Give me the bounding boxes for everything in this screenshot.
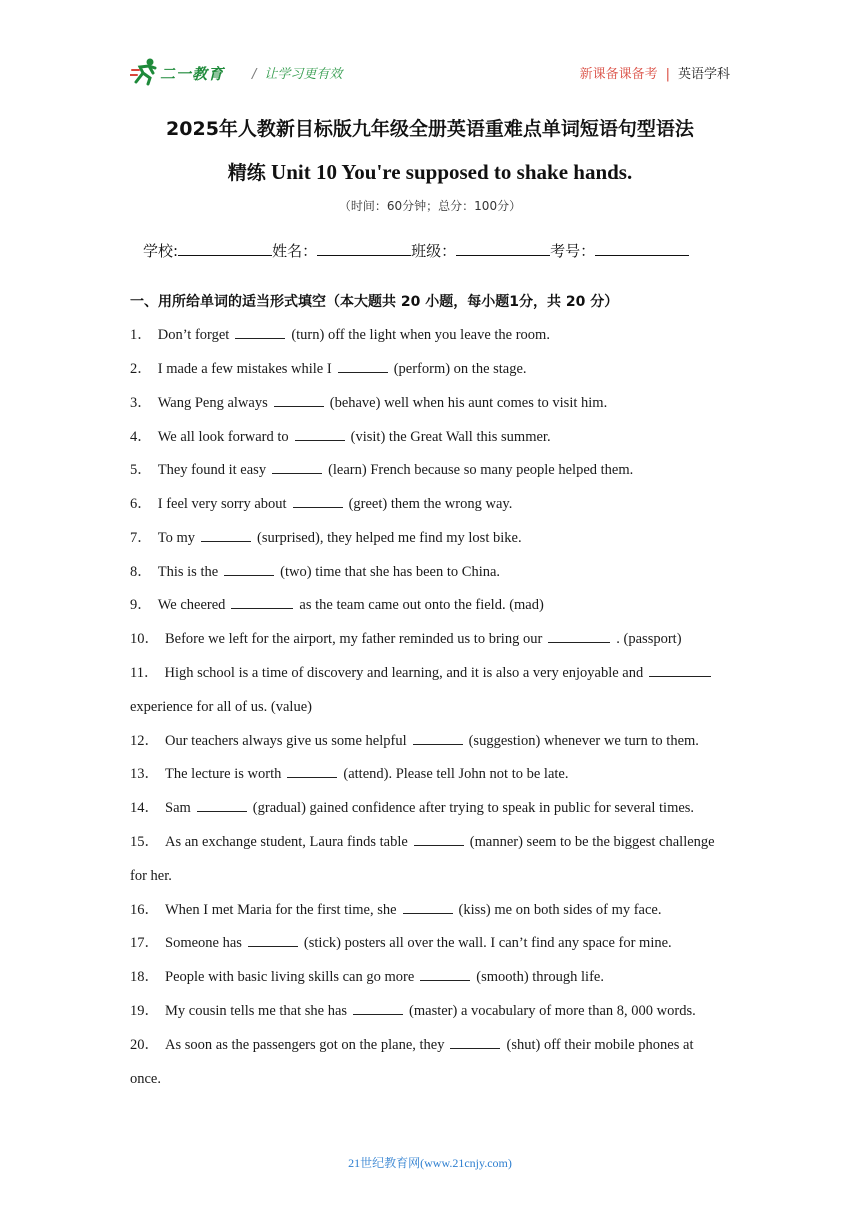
answer-blank[interactable] bbox=[295, 428, 345, 441]
question-text-before: Someone has bbox=[165, 935, 242, 951]
question-number: 18． bbox=[130, 969, 159, 985]
footer-link[interactable]: 21世纪教育网(www.21cnjy.com) bbox=[348, 1156, 512, 1170]
question-6 bbox=[130, 487, 735, 521]
section-title: 一、用所给单词的适当形式填空（本大题共 20 小题，每小题1分，共 20 分） bbox=[130, 294, 619, 310]
answer-blank[interactable] bbox=[353, 1002, 403, 1015]
question-9 bbox=[130, 588, 735, 622]
exam-number-label: 考号： bbox=[550, 242, 596, 260]
question-number: 7． bbox=[130, 530, 152, 546]
time-info: （时间：60分钟；总分：100分） bbox=[338, 199, 522, 213]
question-12 bbox=[130, 724, 735, 758]
question-20 bbox=[130, 1028, 735, 1062]
tag-separator: | bbox=[665, 67, 670, 82]
question-5 bbox=[130, 453, 735, 487]
logo-text: 二一教育 bbox=[160, 65, 225, 83]
question-text-after: (turn) off the light when you leave the room. bbox=[291, 327, 550, 343]
question-text-after: . (passport) bbox=[616, 631, 682, 647]
question-text-before: People with basic living skills can go more bbox=[165, 969, 415, 985]
question-text-after: (attend). Please tell John not to be late. bbox=[343, 766, 569, 782]
question-text-before: Don’t forget bbox=[157, 327, 230, 343]
question-7 bbox=[130, 521, 735, 555]
answer-blank[interactable] bbox=[287, 765, 337, 778]
question-number: 20． bbox=[130, 1037, 159, 1053]
answer-blank[interactable] bbox=[338, 360, 388, 373]
question-16 bbox=[130, 893, 735, 927]
category-tag: 新课备课备考 bbox=[579, 67, 658, 82]
question-text-after: (kiss) me on both sides of my face. bbox=[458, 902, 662, 918]
question-1 bbox=[130, 318, 735, 352]
header-tags bbox=[580, 63, 730, 82]
runner-icon bbox=[130, 56, 160, 86]
answer-blank[interactable] bbox=[224, 563, 274, 576]
question-text-after: (surprised), they helped me find my lost bike. bbox=[257, 530, 522, 546]
answer-blank[interactable] bbox=[274, 394, 324, 407]
question-text-after: (shut) off their mobile phones at bbox=[506, 1037, 694, 1053]
question-text-before: High school is a time of discovery and learning, and it is also a very enjoyable and bbox=[164, 665, 644, 681]
page-header bbox=[130, 56, 730, 90]
answer-blank[interactable] bbox=[231, 596, 293, 609]
question-10 bbox=[130, 622, 735, 656]
class-blank[interactable] bbox=[456, 241, 550, 256]
question-15 bbox=[130, 825, 735, 859]
question-number: 5． bbox=[130, 462, 152, 478]
title-line-2 bbox=[0, 158, 860, 185]
question-14 bbox=[130, 791, 735, 825]
answer-blank[interactable] bbox=[450, 1036, 500, 1049]
question-text-before: Before we left for the airport, my father reminded us to bring our bbox=[165, 631, 543, 647]
question-text-after: (visit) the Great Wall this summer. bbox=[350, 429, 551, 445]
question-number: 15． bbox=[130, 834, 159, 850]
question-text-before: Our teachers always give us some helpful bbox=[165, 733, 407, 749]
logo bbox=[130, 56, 240, 90]
question-text-after: (behave) well when his aunt comes to visit him. bbox=[329, 395, 608, 411]
answer-blank[interactable] bbox=[235, 326, 285, 339]
question-13 bbox=[130, 757, 735, 791]
answer-blank[interactable] bbox=[403, 901, 453, 914]
school-blank[interactable] bbox=[178, 241, 272, 256]
question-text-before: The lecture is worth bbox=[165, 766, 282, 782]
question-number: 13． bbox=[130, 766, 159, 782]
answer-blank[interactable] bbox=[414, 833, 464, 846]
question-text-before: I feel very sorry about bbox=[157, 496, 287, 512]
title-line-1: 2025年人教新目标版九年级全册英语重难点单词短语句型语法 bbox=[166, 118, 694, 140]
question-text-before: They found it easy bbox=[157, 462, 267, 478]
question-3 bbox=[130, 386, 735, 420]
slogan bbox=[252, 63, 342, 82]
question-text-after: (two) time that she has been to China. bbox=[280, 564, 501, 580]
question-text-after: (stick) posters all over the wall. I can’t find any space for mine. bbox=[303, 935, 672, 951]
question-4 bbox=[130, 420, 735, 454]
question-text-after: (greet) them the wrong way. bbox=[348, 496, 513, 512]
question-11 bbox=[130, 656, 735, 690]
question-text-before: When I met Maria for the first time, she bbox=[165, 902, 397, 918]
question-text-before: Wang Peng always bbox=[157, 395, 268, 411]
slash-divider: / bbox=[252, 67, 257, 82]
name-blank[interactable] bbox=[317, 241, 411, 256]
slogan-text: 让学习更有效 bbox=[264, 67, 343, 82]
exam-number-blank[interactable] bbox=[595, 241, 689, 256]
question-text-after: (smooth) through life. bbox=[476, 969, 604, 985]
answer-blank[interactable] bbox=[197, 799, 247, 812]
answer-blank[interactable] bbox=[293, 495, 343, 508]
question-number: 11． bbox=[130, 665, 159, 681]
answer-blank[interactable] bbox=[548, 630, 610, 643]
student-info-line bbox=[143, 240, 689, 261]
question-text-after: (master) a vocabulary of more than 8, 000 words. bbox=[409, 1003, 696, 1019]
answer-blank[interactable] bbox=[248, 934, 298, 947]
question-number: 8． bbox=[130, 564, 152, 580]
question-18 bbox=[130, 960, 735, 994]
question-text-after: (suggestion) whenever we turn to them. bbox=[468, 733, 699, 749]
question-20-continuation: once. bbox=[130, 1071, 161, 1087]
question-text-before: To my bbox=[157, 530, 195, 546]
question-text-before: This is the bbox=[157, 564, 219, 580]
answer-blank[interactable] bbox=[649, 664, 711, 677]
question-number: 6． bbox=[130, 496, 152, 512]
question-number: 3． bbox=[130, 395, 152, 411]
question-number: 10． bbox=[130, 631, 159, 647]
question-2 bbox=[130, 352, 735, 386]
school-label: 学校: bbox=[143, 242, 179, 260]
title-line-2-en: Unit 10 You're supposed to shake hands. bbox=[271, 160, 633, 184]
question-number: 4． bbox=[130, 429, 152, 445]
question-text-after: as the team came out onto the field. (mad) bbox=[299, 597, 544, 613]
answer-blank[interactable] bbox=[420, 968, 470, 981]
question-8 bbox=[130, 555, 735, 589]
question-number: 2． bbox=[130, 361, 152, 377]
question-text-before: Sam bbox=[165, 800, 191, 816]
question-number: 19． bbox=[130, 1003, 159, 1019]
question-11-continuation: experience for all of us. (value) bbox=[130, 699, 312, 715]
question-number: 1． bbox=[130, 327, 152, 343]
question-number: 16． bbox=[130, 902, 159, 918]
question-15-continuation: for her. bbox=[130, 868, 172, 884]
question-number: 14． bbox=[130, 800, 159, 816]
question-text-before: My cousin tells me that she has bbox=[165, 1003, 348, 1019]
question-number: 12． bbox=[130, 733, 159, 749]
subject-tag: 英语学科 bbox=[677, 67, 730, 82]
question-text-before: I made a few mistakes while I bbox=[157, 361, 332, 377]
question-text-before: As soon as the passengers got on the plane, they bbox=[165, 1037, 445, 1053]
title-line-2-cn: 精练 bbox=[227, 162, 266, 184]
question-text-after: (perform) on the stage. bbox=[393, 361, 527, 377]
answer-blank[interactable] bbox=[201, 529, 251, 542]
question-19 bbox=[130, 994, 735, 1028]
question-text-after: (learn) French because so many people helped them. bbox=[328, 462, 634, 478]
class-label: 班级： bbox=[411, 242, 457, 260]
question-17 bbox=[130, 926, 735, 960]
question-number: 17． bbox=[130, 935, 159, 951]
question-text-before: We all look forward to bbox=[157, 429, 289, 445]
name-label: 姓名： bbox=[272, 242, 318, 260]
question-number: 9． bbox=[130, 597, 152, 613]
question-text-before: We cheered bbox=[157, 597, 226, 613]
answer-blank[interactable] bbox=[413, 732, 463, 745]
answer-blank[interactable] bbox=[272, 461, 322, 474]
question-text-after: (gradual) gained confidence after trying to speak in public for several times. bbox=[252, 800, 695, 816]
question-text-after: (manner) seem to be the biggest challenge bbox=[469, 834, 715, 850]
question-text-before: As an exchange student, Laura finds table bbox=[165, 834, 408, 850]
